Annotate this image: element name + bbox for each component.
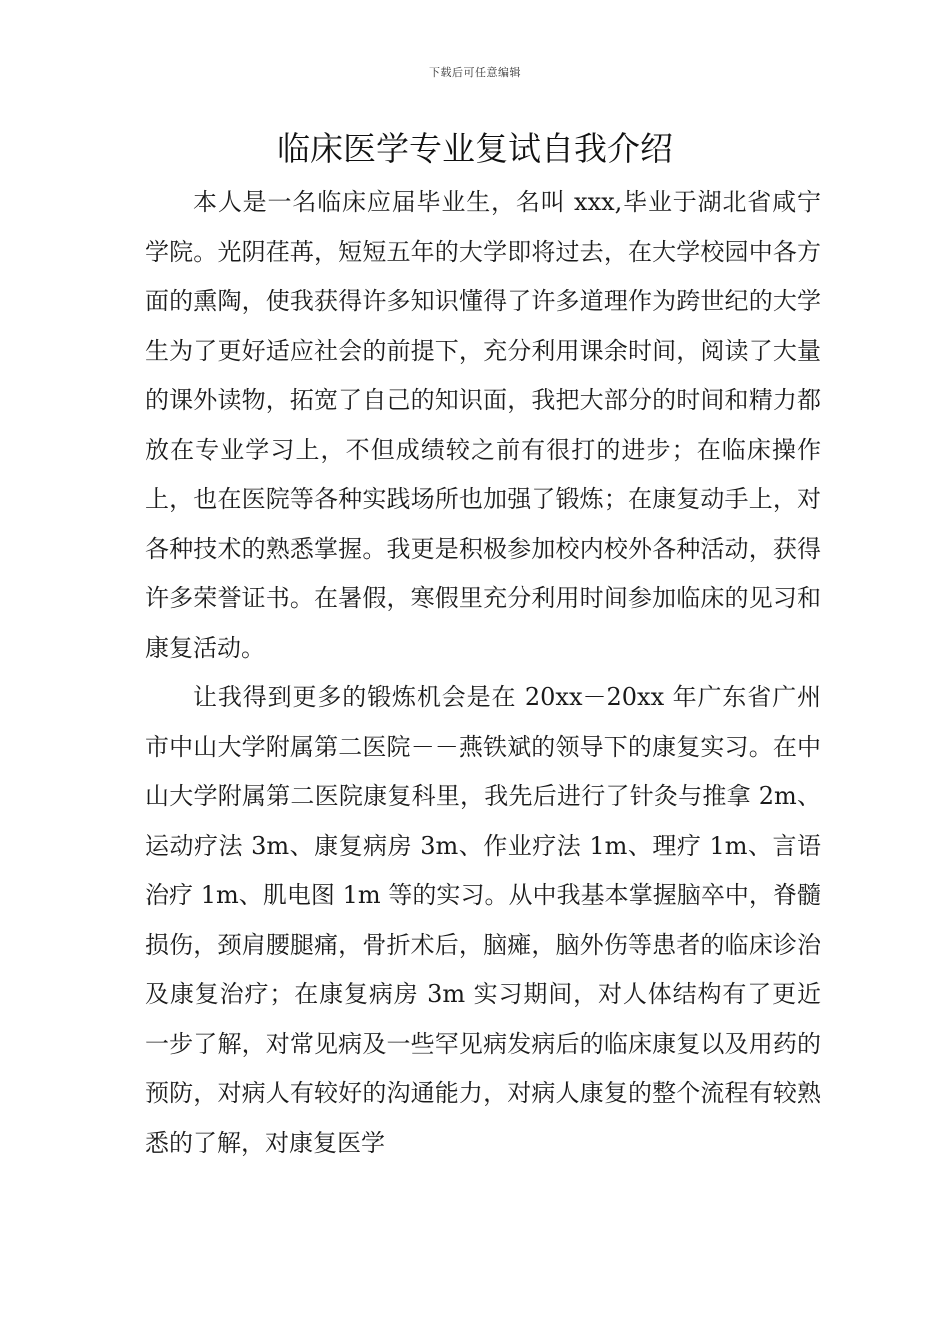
- document-title: 临床医学专业复试自我介绍: [277, 129, 673, 168]
- paragraph-2: 让我得到更多的锻炼机会是在 20xx－20xx 年广东省广州市中山大学附属第二医院－－燕铁斌的领导下的康复实习。在中山大学附属第二医院康复科里，我先后进行了针灸与推拿 2m、运动疗法 3m、康复病房 3m、作业疗法 1m、理疗 1m、言语治疗 1m、肌电图 1m 等的实习。从中我基本掌握脑卒中，脊髓损伤，颈肩腰腿痛，骨折术后，脑瘫，脑外伤等患者的临床诊治及康复治疗；在康复病房 3m 实习期间，对人体结构有了更近一步了解，对常见病及一些罕见病发病后的临床康复以及用药的预防，对病人有较好的沟通能力，对病人康复的整个流程有较熟悉的了解，对康复医学: [145, 683, 821, 1157]
- paragraph-1: 本人是一名临床应届毕业生，名叫 xxx,毕业于湖北省咸宁学院。光阴荏苒，短短五年的大学即将过去，在大学校园中各方面的熏陶，使我获得许多知识懂得了许多道理作为跨世纪的大学生为了更好适应社会的前提下，充分利用课余时间，阅读了大量的课外读物，拓宽了自己的知识面，我把大部分的时间和精力都放在专业学习上，不但成绩较之前有很打的进步；在临床操作上，也在医院等各种实践场所也加强了锻炼；在康复动手上，对各种技术的熟悉掌握。我更是积极参加校内校外各种活动，获得许多荣誉证书。在暑假，寒假里充分利用时间参加临床的见习和康复活动。: [145, 188, 821, 662]
- header-note: 下载后可任意编辑: [429, 66, 521, 79]
- document-body: [145, 178, 821, 1168]
